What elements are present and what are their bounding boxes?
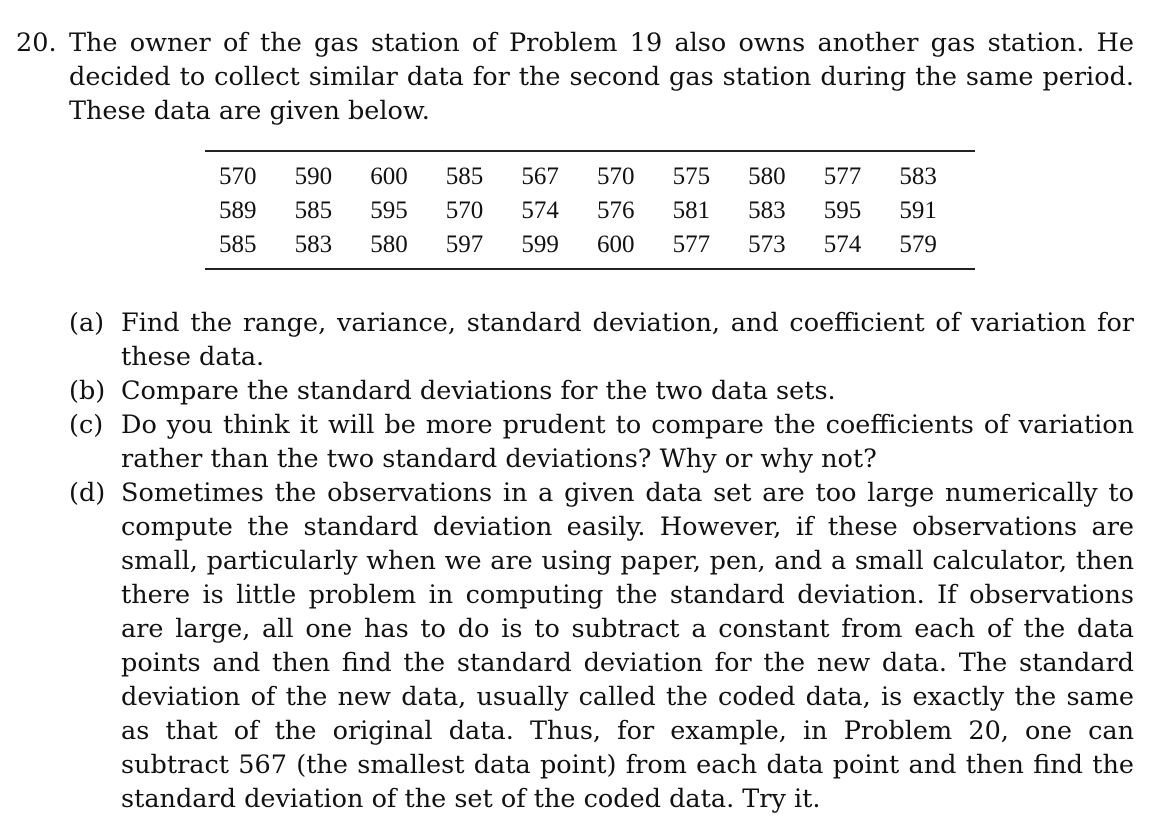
sub-question-d (69, 476, 1134, 816)
sub-question-a (69, 306, 1134, 374)
table-cell: 575 (672, 163, 711, 190)
table-cell: 574 (823, 231, 862, 258)
table-cell: 595 (823, 197, 862, 224)
sub-question-label: (a) (69, 308, 105, 338)
table-cell: 591 (899, 197, 937, 224)
sub-question-text: Find the range, variance, standard deviation, and coefficient of variation for these data. (121, 308, 1134, 372)
problem-20 (16, 26, 1134, 816)
table-cell: 577 (823, 163, 862, 190)
table-cell: 577 (672, 231, 711, 258)
table-cell: 567 (521, 163, 559, 190)
table-cell: 573 (748, 231, 786, 258)
sub-questions (69, 306, 1134, 816)
sub-question-text: Do you think it will be more prudent to compare the coefficients of variation rather than the two standard deviations? Why or why not? (121, 410, 1134, 474)
data-table (219, 160, 975, 262)
table-cell: 585 (219, 231, 257, 258)
table-cell: 581 (672, 197, 711, 224)
table-cell: 570 (596, 163, 635, 190)
table-cell: 583 (294, 231, 333, 258)
table-row (219, 160, 975, 194)
table-row (219, 194, 975, 228)
table-row (219, 228, 975, 262)
table-cell: 574 (521, 197, 559, 224)
sub-question-c (69, 408, 1134, 476)
table-cell: 580 (370, 231, 408, 258)
table-cell: 599 (521, 231, 559, 258)
data-table-wrapper (205, 150, 975, 270)
table-cell: 597 (445, 231, 484, 258)
sub-question-b (69, 374, 1134, 408)
sub-question-text: Compare the standard deviations for the two data sets. (121, 376, 836, 406)
table-cell: 600 (596, 231, 635, 258)
sub-question-label: (d) (69, 478, 106, 508)
table-cell: 600 (370, 163, 408, 190)
sub-question-label: (c) (69, 410, 104, 440)
table-cell: 590 (294, 163, 333, 190)
table-cell: 585 (294, 197, 333, 224)
table-cell: 589 (219, 197, 257, 224)
table-cell: 576 (596, 197, 635, 224)
problem-intro: The owner of the gas station of Problem 19 also owns another gas station. He decided to collect similar data for the second gas station during the same period. These data are given below. (69, 28, 1134, 126)
table-cell: 570 (445, 197, 484, 224)
table-cell: 583 (748, 197, 786, 224)
table-cell: 585 (445, 163, 484, 190)
sub-question-text: Sometimes the observations in a given data set are too large numerically to compute the standard deviation easily. However, if these observations are small, particularly when we are using paper, pen, and a small calculator, then there is little problem in computing the standard deviation. If observations are large, all one has to do is to subtract a constant from each of the data points and then find the standard deviation for the new data. The standard deviation of the new data, usually called the coded data, is exactly the same as that of the original data. Thus, for example, in Problem 20, one can subtract 567 (the smallest data point) from each data point and then find the standard deviation of the set of the coded data. Try it. (121, 478, 1134, 814)
table-cell: 595 (370, 197, 408, 224)
table-cell: 579 (899, 231, 937, 258)
sub-question-label: (b) (69, 376, 106, 406)
table-cell: 570 (219, 163, 257, 190)
table-cell: 580 (748, 163, 786, 190)
table-cell: 583 (899, 163, 937, 190)
problem-number: 20. (16, 28, 57, 58)
